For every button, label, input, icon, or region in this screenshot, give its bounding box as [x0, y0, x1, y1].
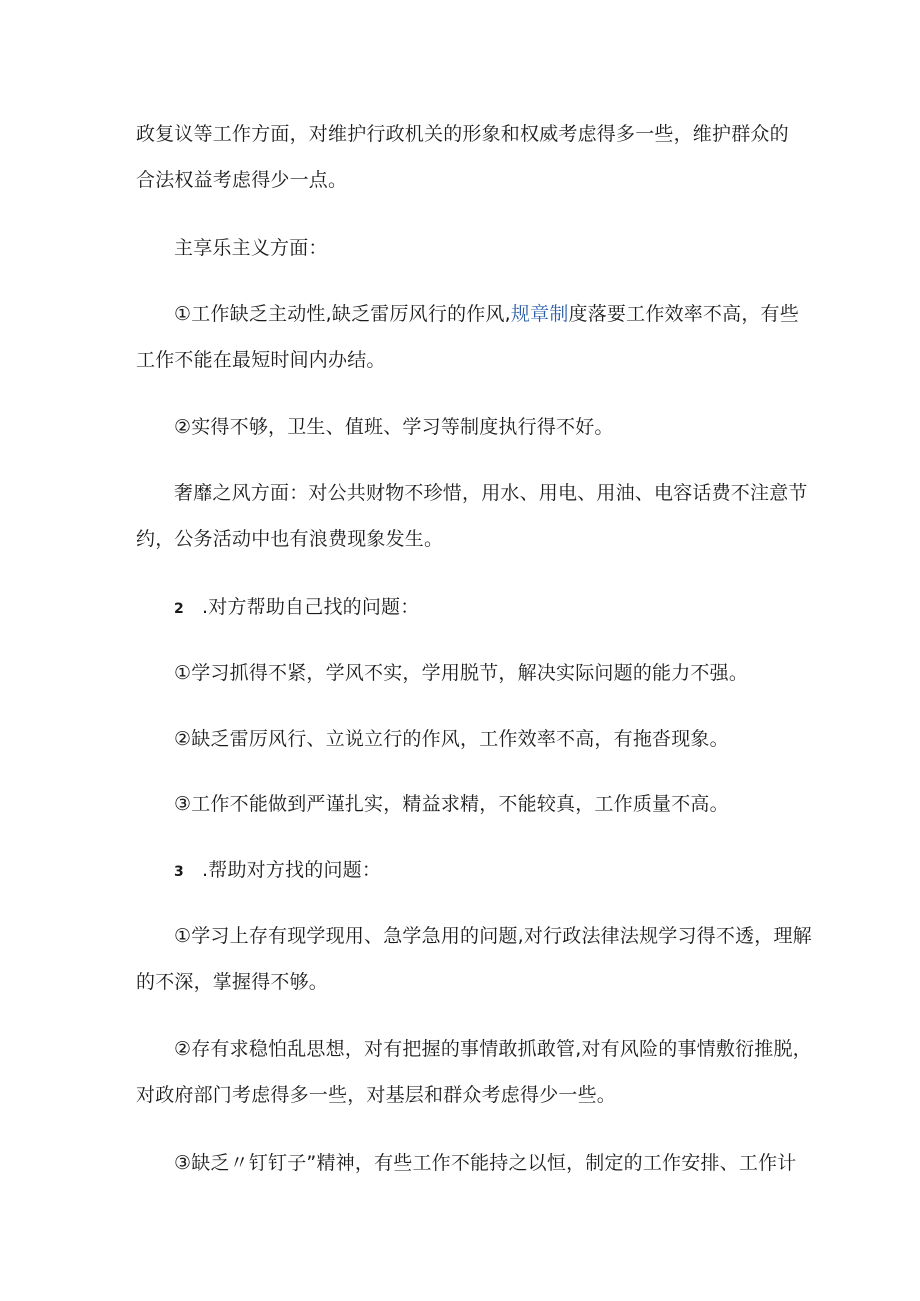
paragraph-9 — [136, 781, 796, 827]
paragraph-line: 奢靡之风方面：对公共财物不珍惜，用水、用电、用油、电容话费不注意节 — [174, 482, 808, 504]
paragraph-line: ③工作不能做到严谨扎实，精益求精，不能较真，工作质量不高。 — [174, 793, 729, 815]
section-number: 3 — [174, 864, 184, 880]
section-heading-3 — [136, 847, 796, 893]
paragraph-line: ①学习抓得不紧，学风不实，学用脱节，解决实际问题的能力不强。 — [174, 662, 749, 684]
paragraph-line: 对政府部门考虑得多一些，对基层和群众考虑得少一些。 — [136, 1084, 617, 1106]
paragraph-line: ①学习上存有现学现用、急学急用的问题,对行政法律法规学习得不透，理解 — [174, 925, 812, 947]
text-run: ①工作缺乏主动性,缺乏雷厉风行的作风, — [174, 303, 511, 325]
paragraph-8 — [136, 716, 796, 762]
section-heading-hedonism: 主享乐主义方面： — [174, 237, 328, 259]
paragraph-line: ③缺乏〃钉钉子”精神，有些工作不能持之以恒，制定的工作安排、工作计 — [174, 1152, 797, 1174]
paragraph-line: 工作不能在最短时间内办结。 — [136, 349, 386, 371]
paragraph-line: 约，公务活动中也有浪费现象发生。 — [136, 528, 444, 550]
paragraph-line: 的不深，掌握得不够。 — [136, 971, 329, 993]
paragraph-3 — [136, 291, 799, 383]
paragraph-line: 政复议等工作方面，对维护行政机关的形象和权威考虑得多一些，维护群众的 — [136, 123, 789, 145]
rules-system-link[interactable]: 规章制 — [510, 303, 569, 325]
paragraph-line: ②缺乏雷厉风行、立说立行的作风，工作效率不高，有拖沓现象。 — [174, 728, 729, 750]
paragraph-13 — [136, 1140, 796, 1186]
paragraph-line: 合法权益考虑得少一点。 — [136, 169, 348, 191]
paragraph-12 — [136, 1026, 812, 1118]
paragraph-line — [136, 291, 799, 337]
text-run: 度落要工作效率不高，有些 — [568, 303, 799, 325]
paragraph-10 — [136, 847, 796, 893]
section-title: .帮助对方找的问题： — [202, 859, 382, 881]
paragraph-2 — [136, 225, 796, 271]
paragraph-5 — [136, 470, 808, 562]
paragraph-1 — [136, 111, 796, 203]
paragraph-7 — [136, 650, 796, 696]
section-number: 2 — [174, 601, 184, 617]
paragraph-6 — [136, 584, 796, 630]
section-title: .对方帮助自己找的问题： — [202, 596, 420, 618]
paragraph-line: ②实得不够，卫生、值班、学习等制度执行得不好。 — [174, 416, 614, 438]
paragraph-11 — [136, 913, 812, 1005]
section-heading-2 — [136, 584, 796, 630]
paragraph-4 — [136, 404, 796, 450]
paragraph-line: ②存有求稳怕乱思想，对有把握的事情敢抓敢管,对有风险的事情敷衍推脱， — [174, 1038, 812, 1060]
